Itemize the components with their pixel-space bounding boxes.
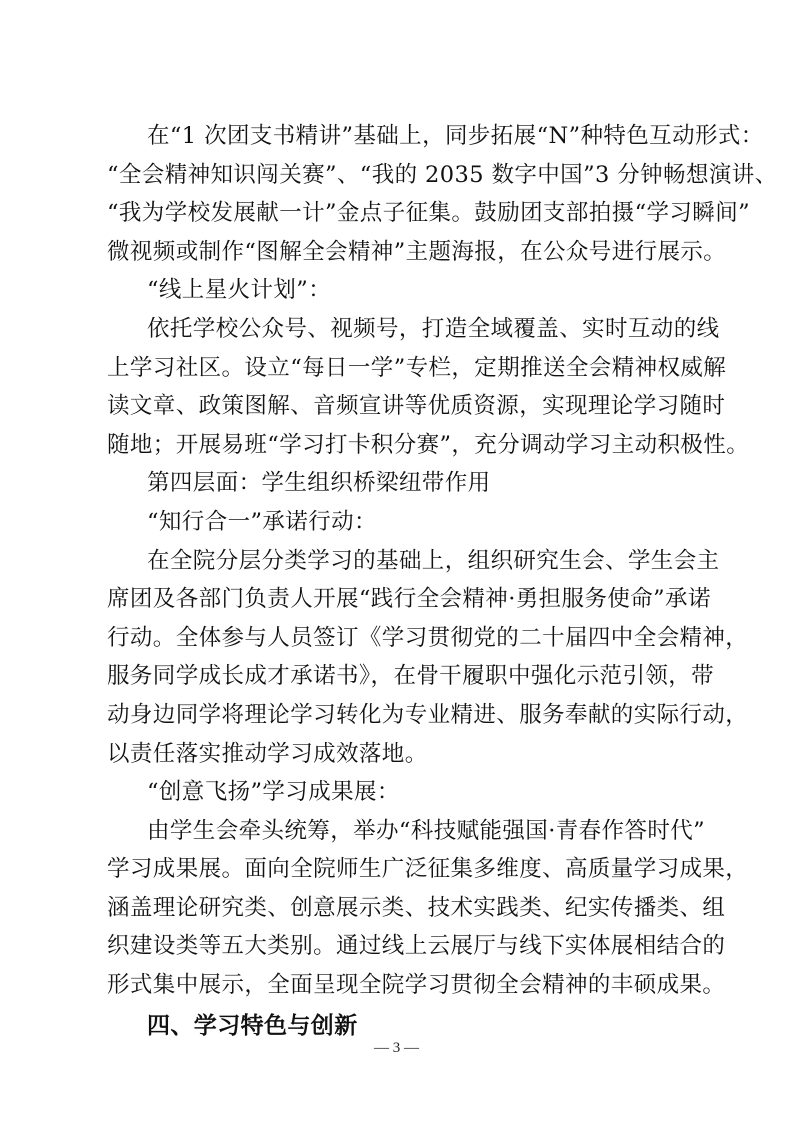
paragraph-line: 随地；开展易班“学习打卡积分赛”，充分调动学习主动积极性。: [107, 431, 750, 458]
subsection-title: “知行合一”承诺行动：: [147, 508, 377, 535]
paragraph-line: 席团及各部门负责人开展“践行全会精神·勇担服务使命”承诺: [107, 586, 711, 613]
paragraph-line: 涵盖理论研究类、创意展示类、技术实践类、纪实传播类、组: [107, 894, 726, 921]
paragraph-line: “全会精神知识闯关赛”、“我的 2035 数字中国”3 分钟畅想演讲、: [107, 161, 778, 188]
paragraph-line: 织建设类等五大类别。通过线上云展厅与线下实体展相结合的: [107, 933, 726, 960]
paragraph-line: 形式集中展示，全面呈现全院学习贯彻全会精神的丰硕成果。: [107, 972, 726, 999]
document-body: [107, 117, 778, 1045]
paragraph-line: 在“1 次团支书精讲”基础上，同步拓展“N”种特色互动形式：: [147, 123, 764, 149]
paragraph-line: 上学习社区。设立“每日一学”专栏，定期推送全会精神权威解: [107, 354, 727, 381]
page-number: — 3 —: [374, 1040, 419, 1056]
paragraph-line: 由学生会牵头统筹，举办“科技赋能强国·青春作答时代”: [147, 817, 706, 844]
paragraph-line: 依托学校公众号、视频号，打造全域覆盖、实时互动的线: [147, 315, 720, 342]
paragraph-line: 以责任落实推动学习成效落地。: [107, 740, 428, 767]
subsection-title: “创意飞扬”学习成果展：: [147, 779, 400, 806]
paragraph-line: 在全院分层分类学习的基础上，组织研究生会、学生会主: [147, 547, 720, 574]
paragraph-line: 动身边同学将理论学习转化为专业精进、服务奉献的实际行动，: [107, 701, 749, 728]
paragraph-line: 微视频或制作“图解全会精神”主题海报，在公众号进行展示。: [107, 238, 727, 265]
paragraph-line: 行动。全体参与人员签订《学习贯彻党的二十届四中全会精神，: [107, 624, 749, 651]
paragraph-line: 服务同学成长成才承诺书》，在骨干履职中强化示范引领，带: [107, 663, 715, 690]
paragraph-line: 读文章、政策图解、音频宣讲等优质资源，实现理论学习随时: [107, 393, 726, 420]
subsection-title: 第四层面：学生组织桥梁纽带作用: [147, 470, 491, 497]
section-heading: 四、学习特色与创新: [147, 1012, 358, 1039]
paragraph-line: 学习成果展。面向全院师生广泛征集多维度、高质量学习成果，: [107, 856, 749, 883]
paragraph-line: “我为学校发展献一计”金点子征集。鼓励团支部拍摄“学习瞬间”: [107, 200, 751, 227]
subsection-title: “线上星火计划”：: [147, 277, 332, 304]
